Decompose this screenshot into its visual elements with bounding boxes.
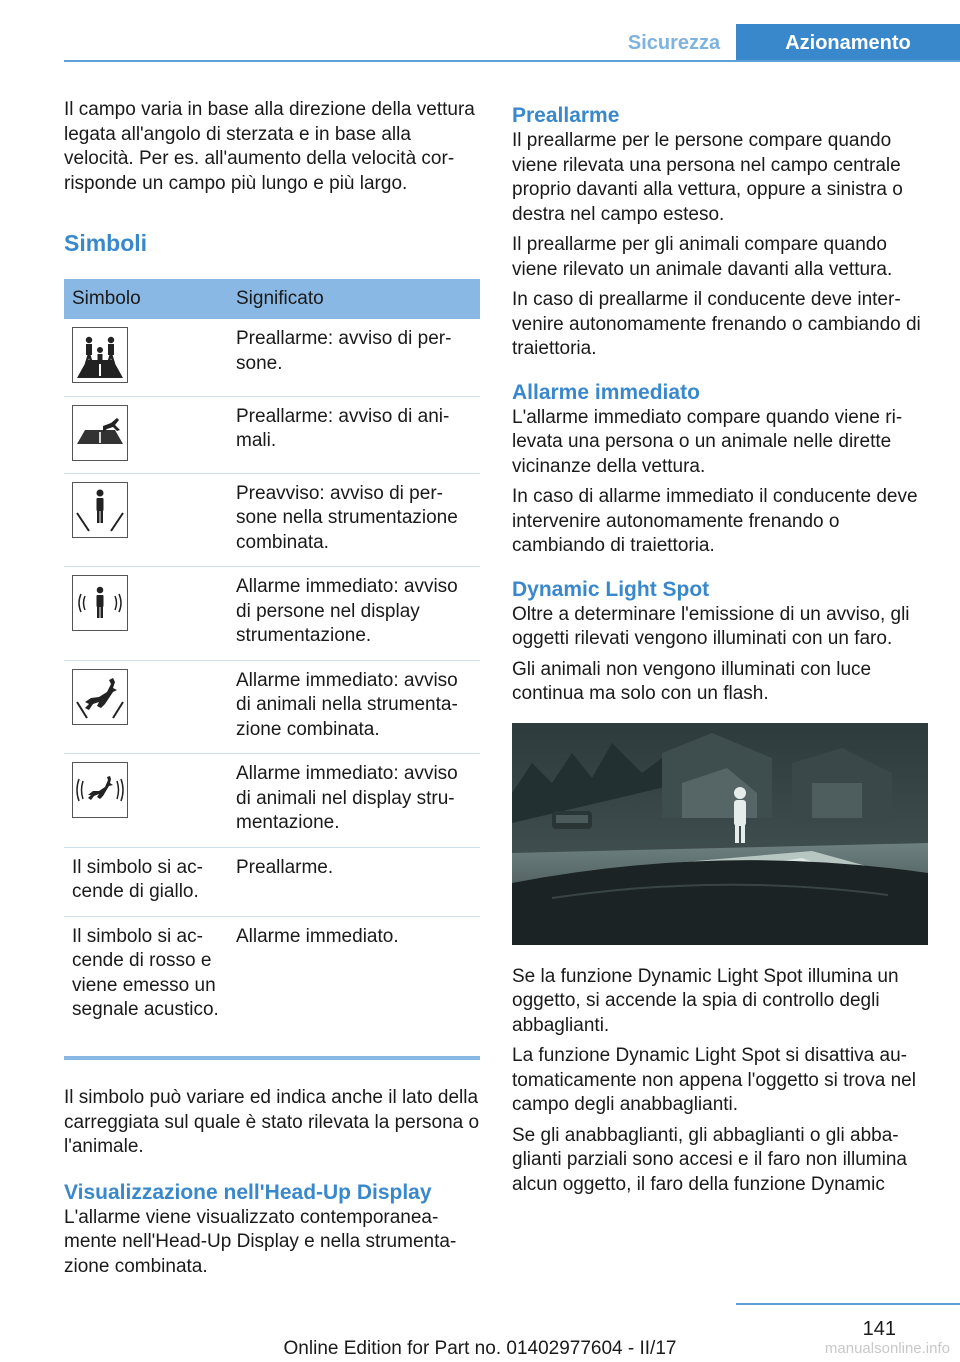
col-header-symbol: Simbolo: [64, 279, 228, 319]
prealarm-heading: Preallarme: [512, 104, 620, 127]
acute-paragraph-1: L'allarme immediato compare quando viene rilevata una persona o un animale nelle dirette vicinanze della vettura.: [512, 406, 903, 477]
meaning-cell: Preallarme.: [228, 847, 480, 916]
table-row: [64, 916, 480, 1054]
symbol-cell: [64, 754, 228, 848]
dls-paragraph-4: La funzione Dynamic Light Spot si disattiva automaticamente non appena l'oggetto si trova nel campo degli anabbaglianti.: [512, 1045, 916, 1115]
person-preview-icon: [72, 482, 128, 538]
meaning-cell: Allarme immediato: avviso di persone nel display strumentazione.: [228, 567, 480, 661]
prealarm-paragraph-3: In caso di preallarme il conducente deve intervenire autonomamente frenando o cambiando di traiettoria.: [512, 289, 921, 359]
symbol-cell: [64, 660, 228, 754]
table-header-row: [64, 279, 480, 319]
right-column: [512, 98, 928, 1203]
symbol-text-cell: Il simbolo si accende di giallo.: [64, 847, 228, 916]
meaning-cell: Allarme immediato.: [236, 925, 399, 947]
watermark: manualsonline.info: [824, 1340, 950, 1357]
table-row: [64, 319, 480, 396]
symbols-heading: Simboli: [64, 230, 148, 256]
symbol-cell: [64, 319, 228, 396]
prealarm-paragraph-2: Il preallarme per gli animali compare quando viene rilevato un animale davanti alla vettura.: [512, 234, 893, 280]
left-column: [64, 98, 480, 1285]
table-bottom-rule: [64, 1056, 480, 1060]
header-rule: [64, 60, 960, 62]
symbol-cell: [64, 396, 228, 473]
person-acute-warning-icon: [72, 575, 128, 631]
table-row: [64, 396, 480, 473]
table-row: [64, 660, 480, 754]
table-row: [64, 567, 480, 661]
meaning-cell: Preallarme: avviso di animali.: [228, 396, 480, 473]
hud-paragraph: L'allarme viene visualizzato contemporaneamente nell'Head-Up Display e nella strumentazione combinata.: [64, 1206, 457, 1277]
prealarm-paragraph-1: Il preallarme per le persone compare quando viene rilevata una persona nel campo centrale proprio davanti alla vettura, oppure a sinistra o destra nel campo esteso.: [512, 130, 903, 225]
dls-paragraph-1: Oltre a determinare l'emissione di un avviso, gli oggetti rilevati vengono illuminati con un faro.: [512, 603, 910, 649]
meaning-cell: Allarme immediato: avviso di animali nel display strumentazione.: [228, 754, 480, 848]
pedestrian-warning-icon: [72, 327, 128, 383]
symbol-cell: [64, 473, 228, 567]
symbol-text-cell: Il simbolo si accende di rosso e viene emesso un segnale acustico.: [72, 925, 219, 1020]
meaning-cell: Preavviso: avviso di persone nella strumentazione combinata.: [228, 473, 480, 567]
header-tab-sicurezza: Sicurezza: [627, 31, 721, 54]
dynamic-light-spot-heading: Dynamic Light Spot: [512, 577, 710, 601]
dls-paragraph-3: Se la funzione Dynamic Light Spot illumina un oggetto, si accende la spia di controllo degli abbaglianti.: [512, 965, 899, 1036]
page-number: 141: [862, 1318, 896, 1340]
after-table-paragraph: Il simbolo può variare ed indica anche il lato della carreggiata sul quale è stato rilevata la persona o l'animale.: [64, 1087, 480, 1157]
dls-paragraph-5: Se gli anabbaglianti, gli abbaglianti o gli abbaglianti parziali sono accesi e il faro non illumina alcun oggetto, il faro della funzione Dynamic: [512, 1124, 907, 1195]
symbols-table: [64, 279, 480, 1054]
animal-acute-cluster-icon: [72, 669, 128, 725]
table-row: [64, 847, 480, 916]
animal-acute-display-icon: [72, 762, 128, 818]
table-row: [64, 754, 480, 848]
acute-paragraph-2: In caso di allarme immediato il conducente deve intervenire autonomamente frenando o cambiando di traiettoria.: [512, 486, 918, 556]
symbol-cell: [64, 567, 228, 661]
meaning-cell: Allarme immediato: avviso di animali nella strumentazione combinata.: [228, 660, 480, 754]
acute-alarm-heading: Allarme immediato: [512, 380, 700, 404]
meaning-cell: Preallarme: avviso di persone.: [228, 319, 480, 396]
table-row: [64, 473, 480, 567]
dls-paragraph-2: Gli animali non vengono illuminati con luce continua ma solo con un flash.: [512, 658, 872, 704]
intro-paragraph: Il campo varia in base alla direzione della vettura legata all'angolo di sterzata e in base alla velocità. Per es. all'aumento della velocità corrisponde un campo più lungo e più largo.: [64, 99, 475, 194]
footer-rule: [736, 1303, 960, 1305]
footer-edition: Online Edition for Part no. 01402977604 - II/17: [283, 1338, 677, 1359]
col-header-meaning: Significato: [228, 279, 480, 319]
dynamic-light-spot-photo: [512, 723, 928, 945]
header-tab-azionamento: Azionamento: [736, 24, 960, 62]
animal-warning-icon: [72, 405, 128, 461]
hud-heading: Visualizzazione nell'Head-Up Display: [64, 1180, 432, 1204]
